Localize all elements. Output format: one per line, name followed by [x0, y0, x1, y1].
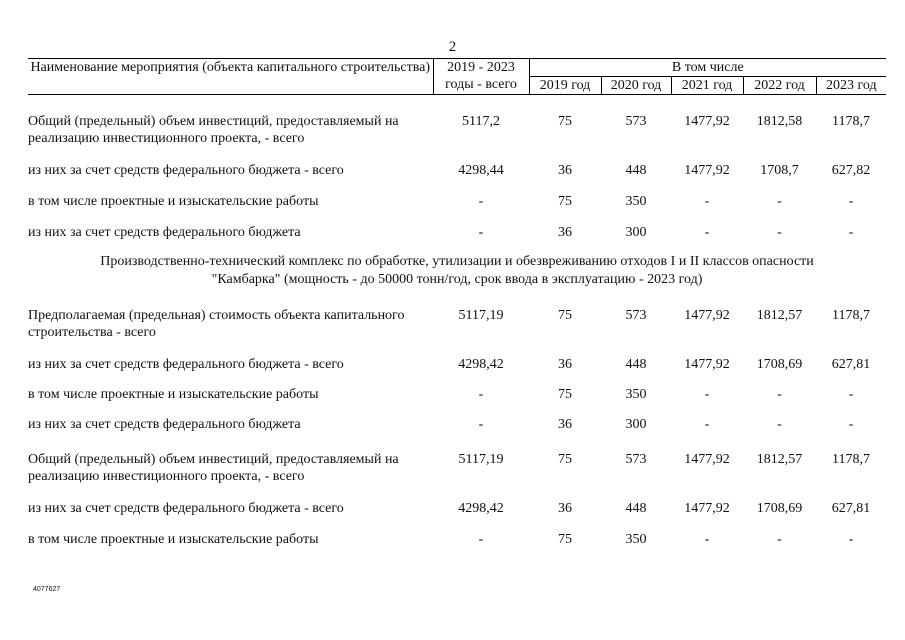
table-row: [28, 162, 886, 193]
row-name: Общий (предельный) объем инвестиций, предоставляемый на реализацию инвестиционного проекта, - всего: [28, 451, 399, 484]
row-2022: 1708,69: [756, 500, 803, 516]
row-2019: 36: [558, 500, 572, 516]
row-2022: -: [777, 386, 782, 402]
row-name: из них за счет средств федерального бюджета - всего: [28, 162, 344, 178]
header-total: 2019 - 2023 годы - всего: [433, 59, 529, 95]
row-total: 5117,19: [458, 451, 504, 467]
row-2022: 1812,57: [756, 451, 803, 467]
row-2021: 1477,92: [684, 162, 730, 178]
row-name: в том числе проектные и изыскательские работы: [28, 386, 319, 402]
row-2022: 1812,57: [756, 307, 803, 323]
row-2020: 300: [625, 416, 647, 432]
table-row: [28, 416, 886, 451]
row-name: из них за счет средств федерального бюджета - всего: [28, 356, 344, 372]
row-total: -: [478, 416, 484, 432]
row-2019: 75: [558, 531, 572, 547]
row-2019: 75: [558, 307, 572, 323]
row-name: в том числе проектные и изыскательские работы: [28, 193, 319, 209]
table-row: [28, 307, 886, 356]
page-number: 2: [448, 39, 457, 55]
row-total: -: [478, 224, 484, 240]
header-name: Наименование мероприятия (объекта капитального строительства): [28, 59, 433, 95]
row-2022: 1708,69: [756, 356, 803, 372]
header-year-2019: 2019 год: [529, 77, 601, 95]
section-title-line1: Производственно-технический комплекс по обработке, утилизации и обезвреживанию отходов I и II классов опасности: [100, 253, 814, 269]
table-row: [28, 500, 886, 531]
row-2020: 300: [625, 224, 647, 240]
table-row: [28, 531, 886, 561]
row-2020: 573: [625, 451, 647, 467]
row-2023: 627,82: [831, 162, 871, 178]
table-row: [28, 113, 886, 162]
row-2019: 75: [558, 386, 572, 402]
row-2019: 36: [558, 356, 572, 372]
row-2023: 627,81: [831, 356, 871, 372]
row-total: 4298,42: [458, 356, 504, 372]
row-2023: 1178,7: [832, 113, 871, 129]
row-name: из них за счет средств федерального бюджета - всего: [28, 500, 344, 516]
row-name: в том числе проектные и изыскательские работы: [28, 531, 319, 547]
row-2020: 573: [625, 113, 647, 129]
row-2022: -: [777, 416, 782, 432]
row-2021: -: [704, 531, 710, 547]
row-2023: -: [848, 224, 854, 240]
row-2022: 1708,7: [760, 162, 799, 178]
table-row: [28, 356, 886, 386]
row-total: 4298,42: [458, 500, 504, 516]
header-including: В том числе: [529, 59, 886, 77]
row-2023: 627,81: [831, 500, 871, 516]
row-name: Предполагаемая (предельная) стоимость объекта капитального строительства - всего: [28, 307, 405, 340]
row-2019: 36: [558, 224, 572, 240]
row-2019: 36: [558, 416, 572, 432]
row-2021: 1477,92: [684, 113, 730, 129]
row-total: 4298,44: [458, 162, 504, 178]
row-2019: 75: [558, 113, 572, 129]
table-row: [28, 224, 886, 253]
row-2023: -: [848, 531, 854, 547]
section-title-row: [28, 253, 886, 307]
row-2022: -: [777, 193, 782, 209]
row-total: -: [478, 193, 484, 209]
row-2022: -: [777, 224, 782, 240]
row-2023: 1178,7: [832, 451, 871, 467]
row-2020: 448: [625, 500, 647, 516]
row-2021: 1477,92: [684, 500, 730, 516]
row-name: Общий (предельный) объем инвестиций, предоставляемый на реализацию инвестиционного проекта, - всего: [28, 113, 399, 146]
section-title: [28, 253, 886, 307]
table-row: [28, 386, 886, 416]
row-2021: 1477,92: [684, 356, 730, 372]
row-2021: -: [704, 416, 710, 432]
row-name: из них за счет средств федерального бюджета: [28, 224, 301, 240]
row-2021: -: [704, 224, 710, 240]
row-2019: 36: [558, 162, 572, 178]
header-year-2020: 2020 год: [601, 77, 671, 95]
row-2020: 448: [625, 162, 647, 178]
row-total: -: [478, 386, 484, 402]
investment-table: [28, 58, 886, 561]
row-total: 5117,2: [462, 113, 500, 129]
row-2021: 1477,92: [684, 451, 730, 467]
row-2020: 350: [625, 386, 647, 402]
header-year-2022: 2022 год: [743, 77, 816, 95]
row-name: из них за счет средств федерального бюджета: [28, 416, 301, 432]
header-row-1: [28, 59, 886, 77]
row-2021: -: [704, 386, 710, 402]
row-2021: 1477,92: [684, 307, 730, 323]
row-2019: 75: [558, 451, 572, 467]
row-total: 5117,19: [458, 307, 504, 323]
spacer: [28, 95, 886, 113]
row-2022: -: [777, 531, 782, 547]
row-2023: -: [848, 386, 854, 402]
row-2023: 1178,7: [832, 307, 871, 323]
row-2019: 75: [558, 193, 572, 209]
row-2022: 1812,58: [756, 113, 803, 129]
document-code: 4077627: [33, 586, 61, 593]
row-2020: 350: [625, 193, 647, 209]
row-2023: -: [848, 416, 854, 432]
header-year-2021: 2021 год: [671, 77, 743, 95]
section-title-line2: "Камбарка" (мощность - до 50000 тонн/год, срок ввода в эксплуатацию - 2023 год): [211, 271, 703, 287]
table-row: [28, 451, 886, 500]
row-total: -: [478, 531, 484, 547]
header-year-2023: 2023 год: [816, 77, 886, 95]
row-2020: 573: [625, 307, 647, 323]
row-2020: 448: [625, 356, 647, 372]
row-2020: 350: [625, 531, 647, 547]
table-row: [28, 193, 886, 224]
row-2021: -: [704, 193, 710, 209]
row-2023: -: [848, 193, 854, 209]
